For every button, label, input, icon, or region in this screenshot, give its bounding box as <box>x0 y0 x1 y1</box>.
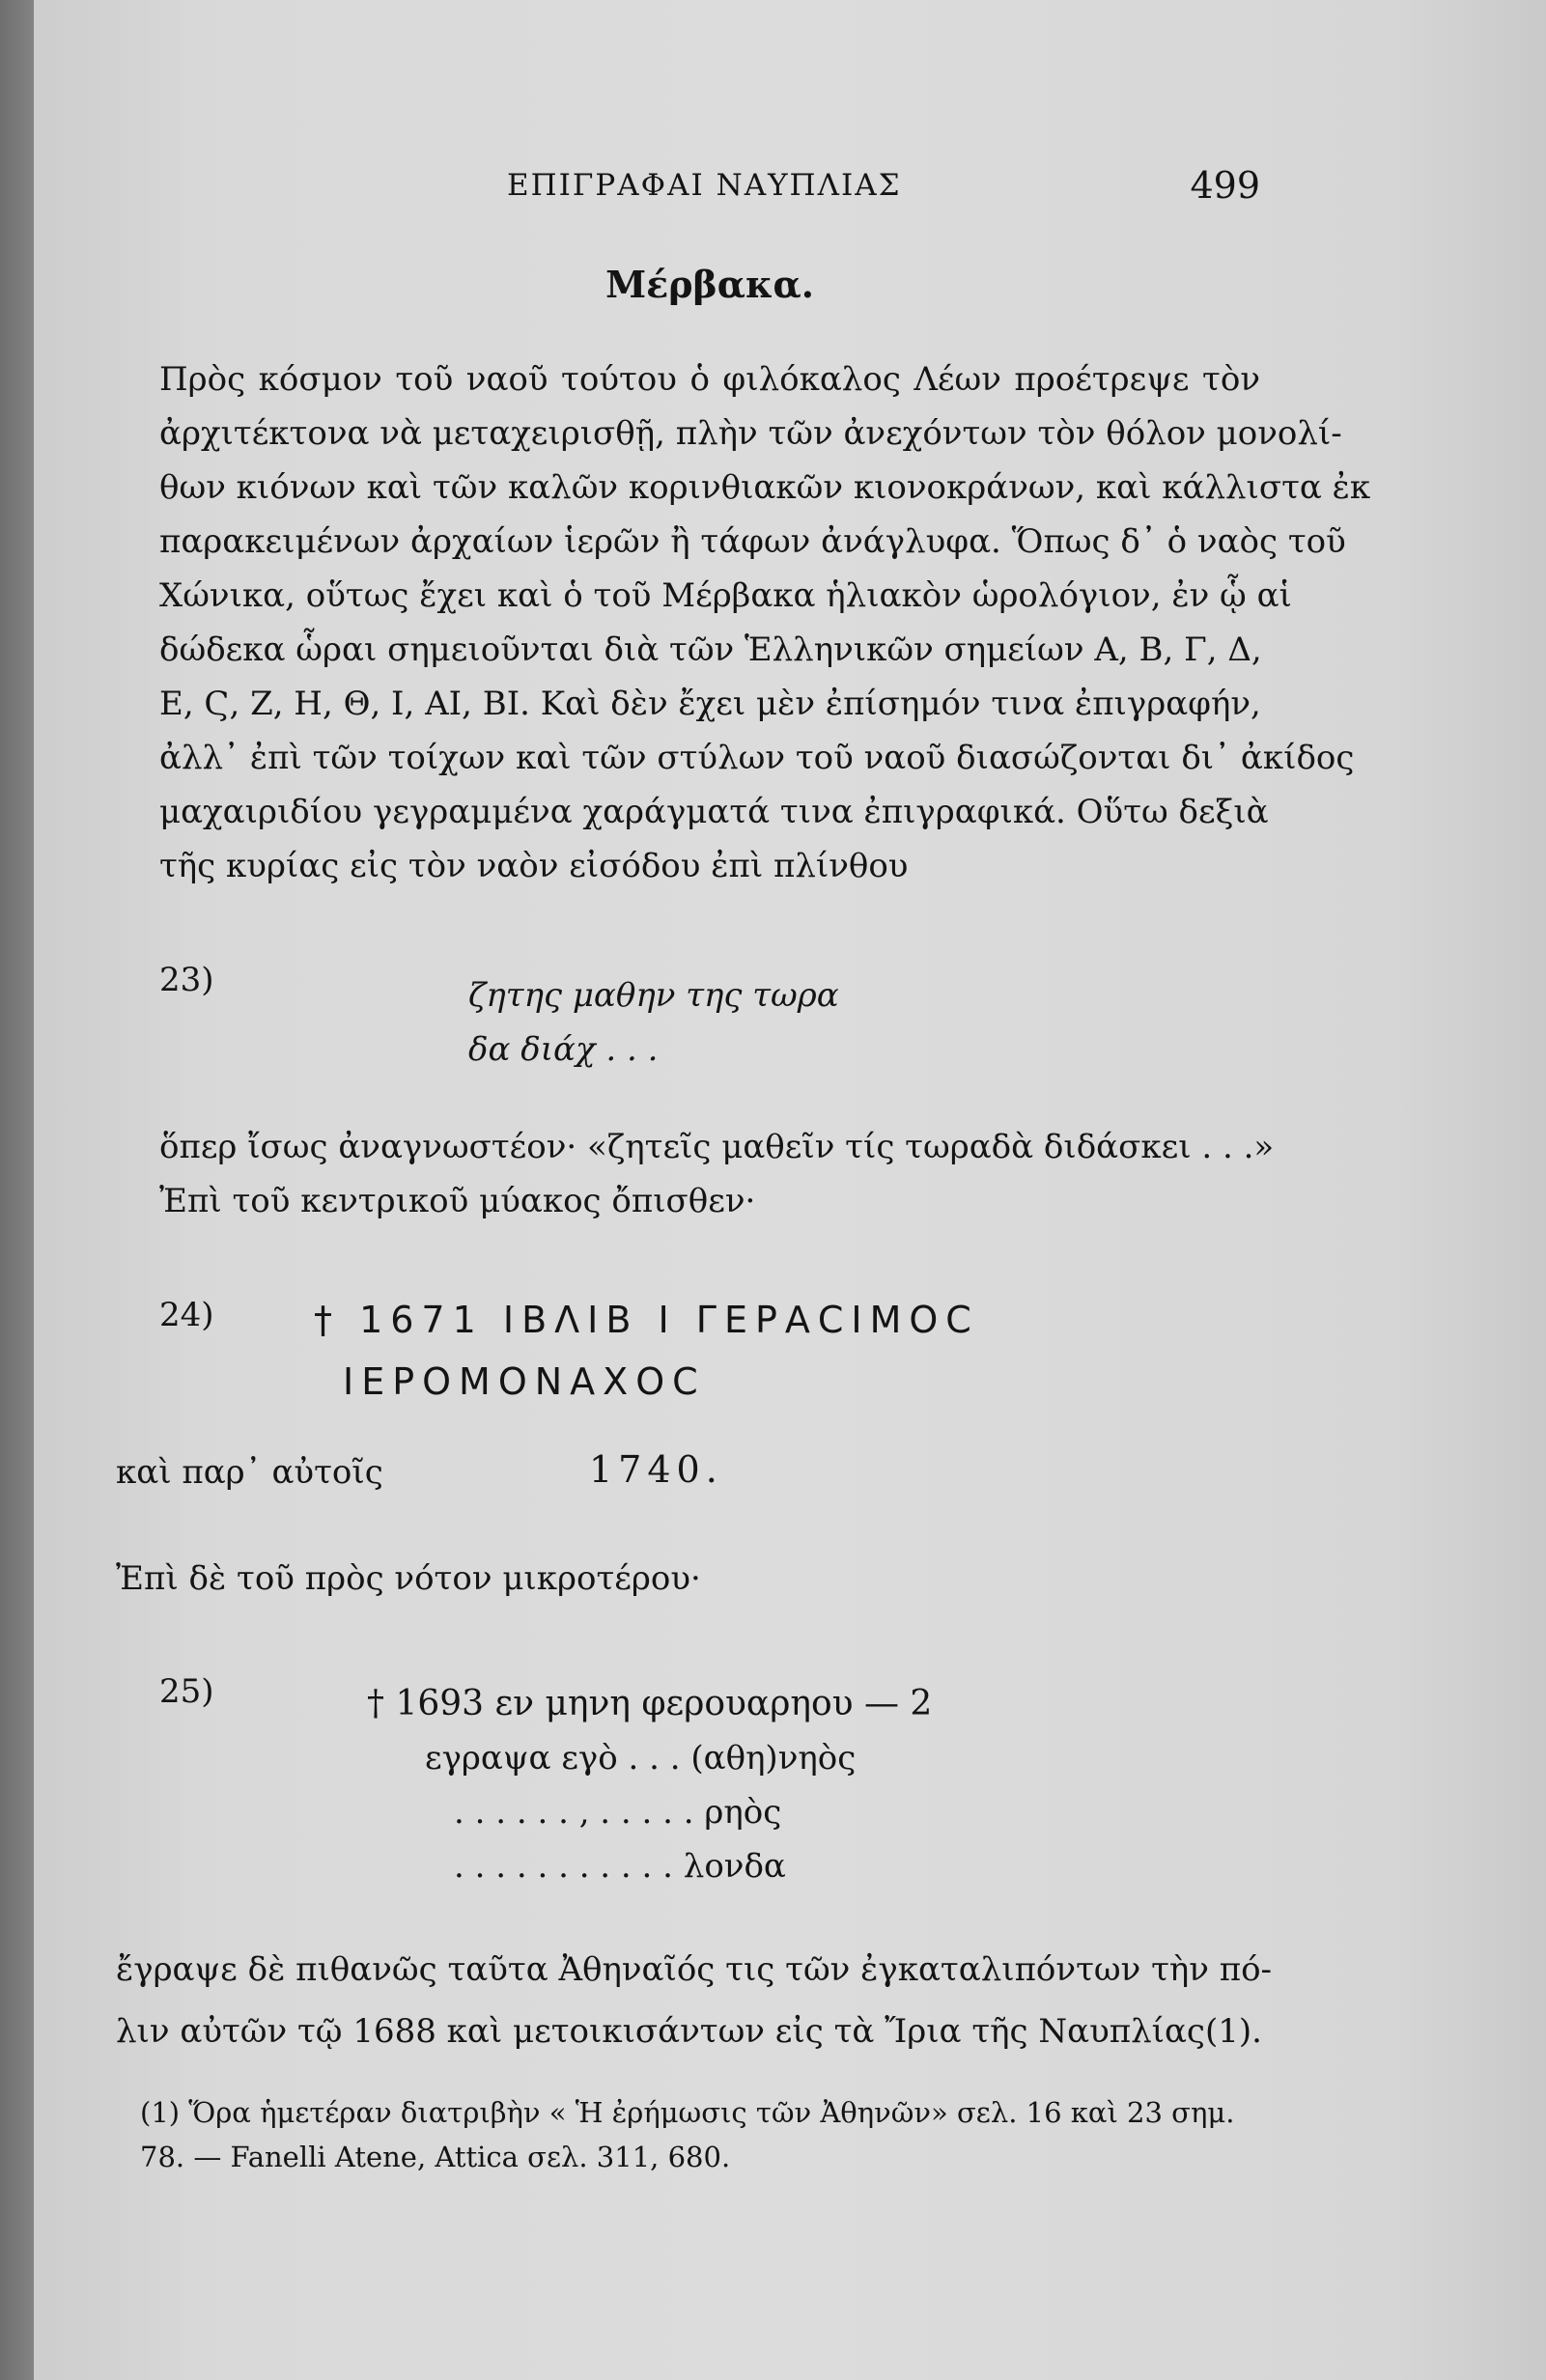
closing-paragraph <box>116 1939 1273 2062</box>
footnote-line: (1) Ὅρα ἡμετέραν διατριβὴν « Ἡ ἐρήμωσις τῶν Ἀθηνῶν» σελ. 16 καὶ 23 σημ. <box>140 2096 1235 2129</box>
inscription-line: † 1671 ΙΒΛΙΒ Ι ΓΕΡΑCΙΜΟC <box>314 1299 979 1341</box>
text-line: ὅπερ ἴσως ἀναγνωστέον· «ζητεῖς μαθεῖν τίς τωραδὰ διδάσκει . . .» <box>159 1128 1275 1166</box>
text-line: δώδεκα ὧραι σημειοῦνται διὰ τῶν Ἑλληνικῶν σημείων Α, Β, Γ, Δ, <box>159 630 1262 669</box>
inscription-23 <box>468 968 839 1077</box>
inscription-25 <box>367 1677 932 1893</box>
section-title: Μέρβακα. <box>605 263 814 306</box>
text-line: ἀλλ᾽ ἐπὶ τῶν τοίχων καὶ τῶν στύλων τοῦ ναοῦ διασώζονται δι᾽ ἀκίδος <box>159 739 1355 777</box>
inscription-line: † 1693 εν μηνη φερουαρηου — 2 <box>367 1684 933 1723</box>
inscription-line: εγραψα εγὸ . . . (αθη)νηὸς <box>425 1739 857 1778</box>
inscription-24 <box>314 1289 979 1413</box>
text-line: Ε, Ϛ, Ζ, Η, Θ, Ι, ΑΙ, ΒΙ. Καὶ δὲν ἔχει μὲν ἐπίσημόν τινα ἐπιγραφήν, <box>159 685 1261 723</box>
text-line: τῆς κυρίας εἰς τὸν ναὸν εἰσόδου ἐπὶ πλίνθου <box>159 847 909 885</box>
inscription-line: . . . . . . , . . . . . ρηὸς <box>454 1793 782 1832</box>
text-line: λιν αὐτῶν τῷ 1688 καὶ μετοικισάντων εἰς τὰ Ἴρια τῆς Ναυπλίας(1). <box>116 2012 1262 2051</box>
inscription-number: 24) <box>159 1296 214 1334</box>
text-line: θων κιόνων καὶ τῶν καλῶν κορινθιακῶν κιονοκράνων, καὶ κάλλιστα ἐκ <box>159 468 1371 507</box>
inscription-line: ΙΕΡΟΜΟΝΑΧΟC <box>343 1360 706 1403</box>
page-header <box>159 164 1260 222</box>
commentary-24: Ἐπὶ δὲ τοῦ πρὸς νότον μικροτέρου· <box>116 1559 701 1598</box>
text-line: Ἐπὶ τοῦ κεντρικοῦ μύακος ὄπισθεν· <box>159 1182 756 1220</box>
text-line: μαχαιριδίου γεγραμμένα χαράγματά τινα ἐπιγραφικά. Οὕτω δεξιὰ <box>159 793 1269 831</box>
text-line: παρακειμένων ἀρχαίων ἱερῶν ἢ τάφων ἀνάγλυφα. Ὅπως δ᾽ ὁ ναὸς τοῦ <box>159 522 1346 561</box>
running-head: ΕΠΙΓΡΑΦΑΙ ΝΑΥΠΛΙΑΣ <box>507 168 902 203</box>
footnote <box>140 2090 1260 2179</box>
also-there-label: καὶ παρ᾽ αὐτοῖς <box>116 1453 383 1492</box>
commentary-23 <box>159 1120 1275 1228</box>
inscription-line: δα διάχ . . . <box>468 1030 659 1069</box>
text-line: ἀρχιτέκτονα νὰ μεταχειρισθῇ, πλὴν τῶν ἀνεχόντων τὸν θόλον μονολί- <box>159 414 1342 453</box>
inscription-line: . . . . . . . . . . . λονδα <box>454 1847 786 1886</box>
book-page <box>34 0 1546 2380</box>
inscription-number: 23) <box>159 961 214 999</box>
footnote-line: 78. — Fanelli Atene, Attica σελ. 311, 680. <box>140 2141 731 2173</box>
text-line: Χώνικα, οὕτως ἔχει καὶ ὁ τοῦ Μέρβακα ἡλιακὸν ὡρολόγιον, ἐν ᾧ αἱ <box>159 576 1292 615</box>
text-line: Πρὸς κόσμον τοῦ ναοῦ τούτου ὁ φιλόκαλος Λέων προέτρεψε τὸν <box>159 360 1260 399</box>
inscription-line: ζητης μαθην της τωρα <box>468 976 839 1015</box>
scan-edge-shadow <box>0 0 39 2380</box>
page-number: 499 <box>1190 164 1260 207</box>
text-line: ἔγραψε δὲ πιθανῶς ταῦτα Ἀθηναῖός τις τῶν ἐγκαταλιπόντων τὴν πό- <box>116 1950 1273 1989</box>
inscription-number: 25) <box>159 1672 214 1711</box>
intro-paragraph <box>159 352 1371 893</box>
year-1740: 1740. <box>589 1448 723 1491</box>
